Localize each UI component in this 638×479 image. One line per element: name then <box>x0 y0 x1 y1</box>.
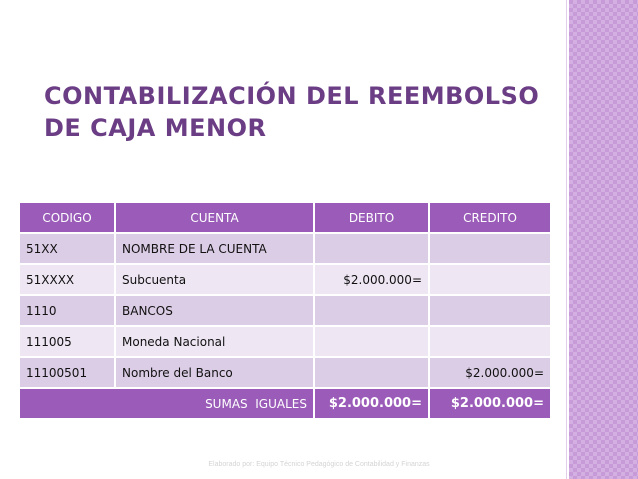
cell-account: BANCOS <box>115 295 314 326</box>
cell-credit <box>429 326 551 357</box>
slide-title-line-2: DE CAJA MENOR <box>44 114 267 142</box>
table-row <box>19 264 551 295</box>
totals-credit: $2.000.000= <box>429 388 551 419</box>
cell-code: 111005 <box>19 326 115 357</box>
slide-title-line-1: CONTABILIZACIÓN DEL REEMBOLSO <box>44 82 540 110</box>
cell-credit <box>429 233 551 264</box>
header-cuenta: CUENTA <box>115 202 314 233</box>
table-row <box>19 233 551 264</box>
footer-credit-text: Elaborado por: Equipo Técnico Pedagógico de Contabilidad y Finanzas <box>208 461 430 468</box>
table-row <box>19 357 551 388</box>
cell-debit <box>314 295 429 326</box>
totals-label: SUMAS IGUALES <box>19 388 314 419</box>
cell-account: Moneda Nacional <box>115 326 314 357</box>
cell-account: NOMBRE DE LA CUENTA <box>115 233 314 264</box>
cell-account: Subcuenta <box>115 264 314 295</box>
cell-code: 11100501 <box>19 357 115 388</box>
header-debito: DEBITO <box>314 202 429 233</box>
decorative-side-strip <box>569 0 638 479</box>
table-header-row <box>19 202 551 233</box>
cell-credit <box>429 295 551 326</box>
table-row <box>19 326 551 357</box>
cell-account: Nombre del Banco <box>115 357 314 388</box>
slide-title <box>44 80 544 144</box>
cell-debit <box>314 233 429 264</box>
table-row <box>19 295 551 326</box>
cell-code: 51XXXX <box>19 264 115 295</box>
totals-debit: $2.000.000= <box>314 388 429 419</box>
side-divider-line <box>566 0 567 479</box>
cell-credit <box>429 264 551 295</box>
header-credito: CREDITO <box>429 202 551 233</box>
cell-credit: $2.000.000= <box>429 357 551 388</box>
cell-code: 51XX <box>19 233 115 264</box>
cell-debit <box>314 326 429 357</box>
cell-debit <box>314 357 429 388</box>
cell-code: 1110 <box>19 295 115 326</box>
accounting-entry-table <box>18 201 552 420</box>
totals-row <box>19 388 551 419</box>
cell-debit: $2.000.000= <box>314 264 429 295</box>
header-codigo: CODIGO <box>19 202 115 233</box>
